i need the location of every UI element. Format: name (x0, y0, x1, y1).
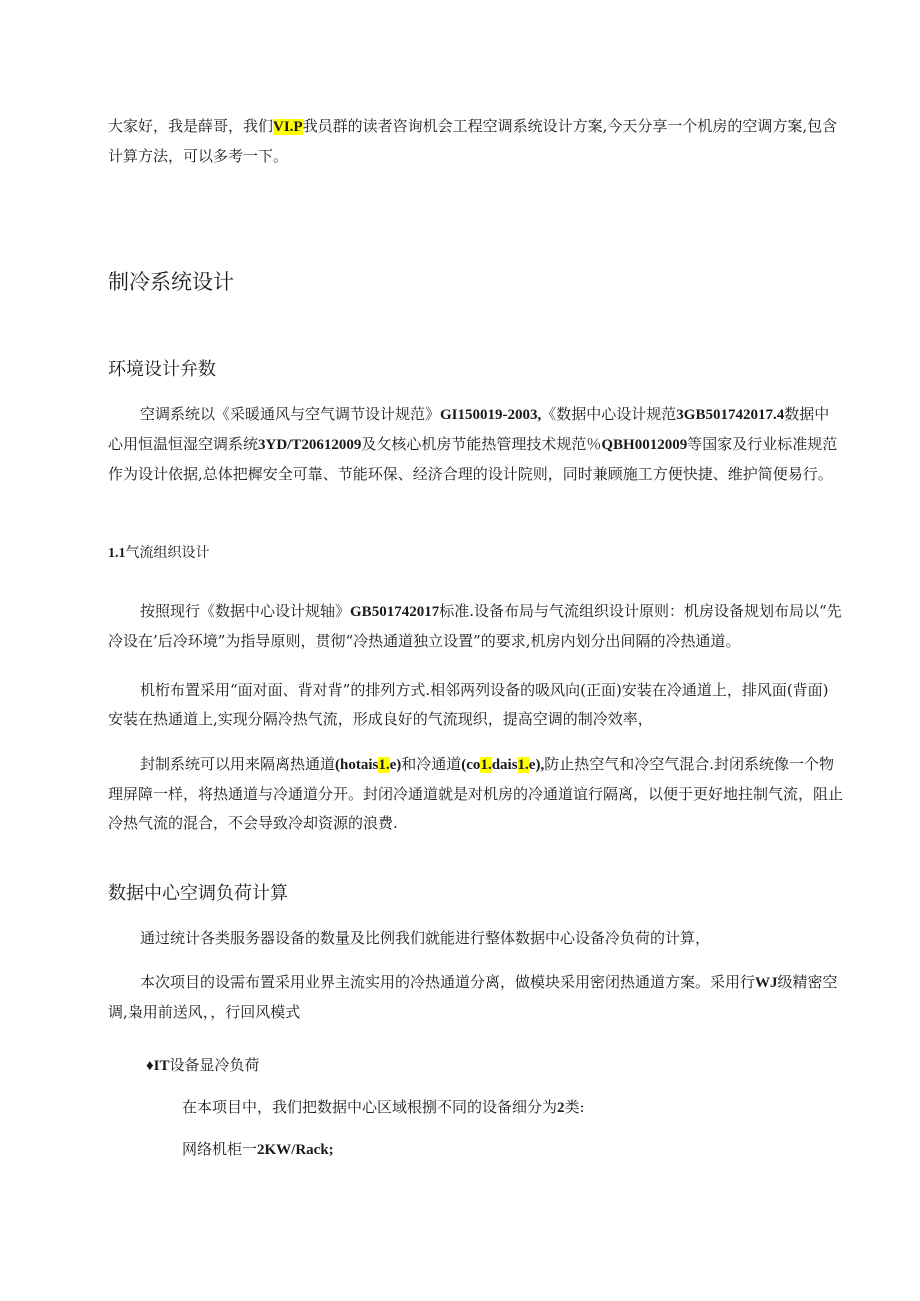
term-text: e) (389, 757, 402, 773)
airflow-paragraph-3 (108, 750, 843, 838)
term-text: dais (491, 757, 518, 773)
heading-environment-params: 环境设计弁数 (108, 359, 216, 380)
env-text: 等国家及行业标准规范作为设计依据,总体把樨安全可靠、节能环保、经济合理的设计院则，同时兼顾施工方便快捷、维护简便易行。 (108, 435, 838, 483)
standard-code: GB501742017 (350, 604, 440, 620)
load-paragraph-1: 通过统计各类服务器设备的数量及比例我们就能进行整体数据中心设备冷负荷的计算， (140, 929, 711, 947)
env-text: 空调系统以《采暖通风与空气调节设计规范》 (140, 405, 441, 423)
it-load-bullet-item (146, 1054, 260, 1075)
section-number: 1.1 (108, 546, 126, 561)
highlight-vip: VI.P (273, 119, 303, 135)
load-text: 本次项目的设需布置采用业界主流实用的冷热通道分离，做模块采用密闭热通道方案。采用行 (140, 973, 756, 991)
environment-paragraph (108, 400, 843, 489)
airflow-text: 防止热空气和冷空气混合.封闭系统像一个物理屏障一样，将热通道与冷通道分开。封闭冷通道就是对机房的冷通道谊行隔离，以便于更好地拄制气流，阻止冷热气流的混合，不会导致冷却资源的浪费. (108, 755, 844, 832)
network-value: 2KW/Rack; (257, 1142, 334, 1158)
network-cabinet-line (182, 1138, 334, 1159)
heading-load-calculation: 数据中心空调负荷计算 (108, 883, 288, 904)
term-text: (hotais (335, 757, 379, 773)
airflow-text: 和冷通道 (401, 755, 462, 773)
intro-text: 大家好，我是薛哥，我们 (108, 117, 274, 135)
highlight-term: 1. (517, 757, 529, 773)
standard-code: 3GB501742017.4 (676, 407, 785, 423)
env-text: 《数据中心设计规范 (541, 405, 677, 423)
standard-code: 3YD/T20612009 (258, 437, 362, 453)
standard-code: QBH0012009 (601, 437, 688, 453)
airflow-text: 封制系统可以用来隔离热通道 (140, 755, 336, 773)
intro-paragraph (108, 112, 843, 171)
term-text: e), (528, 757, 545, 773)
intro-text-continued: 我员群的读者咨询机会工程空调系统设计方案,今天分享一个机房的空调方案,包含计算方法，可以多考一下。 (108, 117, 838, 165)
airflow-text: 标准.设备布局与气流组织设计原则：机房设备规划布局以“先冷设在’后冷环境”为指导原则，贯彻“冷热通道独立设置”的要求,机房内划分出间隔的冷热通道。 (108, 602, 842, 650)
load-text: 级精密空调,枭用前送风，，行回风模式 (108, 973, 838, 1021)
section-airflow-heading (108, 542, 210, 562)
count-value: 2 (557, 1100, 565, 1116)
standard-code: GI150019-2003, (440, 407, 542, 423)
bullet-text: 设备显冷负荷 (169, 1056, 260, 1074)
env-text: 数据中心用恒温恒湿空调系统 (108, 405, 830, 453)
heading-refrigeration-design: 制冷系统设计 (108, 270, 234, 294)
env-text: 及攵核心机房节能热管理技术规范％ (361, 435, 602, 453)
network-label: 网络机柜一 (182, 1140, 258, 1158)
airflow-text: 按照现行《数据中心设计规轴》 (140, 602, 351, 620)
term-text: (co (461, 757, 481, 773)
bullet-icon: ♦ (146, 1058, 154, 1074)
term-text: WJ (755, 975, 778, 991)
airflow-paragraph-1 (108, 597, 843, 656)
load-paragraph-2 (108, 968, 843, 1027)
section-title: 气流组织设计 (125, 545, 210, 561)
classification-line (182, 1096, 585, 1117)
airflow-paragraph-2: 机桁布置采用“面对面、背对背”的排列方式.相邻两列设备的吸风向(正面)安装在冷通道上，排风面(背面)安装在热通道上,实现分隔冷热气流，形成良好的气流现织，提高空调的制冷效率， (108, 681, 829, 728)
classification-text: 类: (564, 1098, 585, 1116)
highlight-term: 1. (480, 757, 492, 773)
term-text: IT (153, 1058, 170, 1074)
classification-text: 在本项目中，我们把数据中心区域根捌不同的设备细分为 (182, 1098, 558, 1116)
highlight-term: 1. (378, 757, 390, 773)
